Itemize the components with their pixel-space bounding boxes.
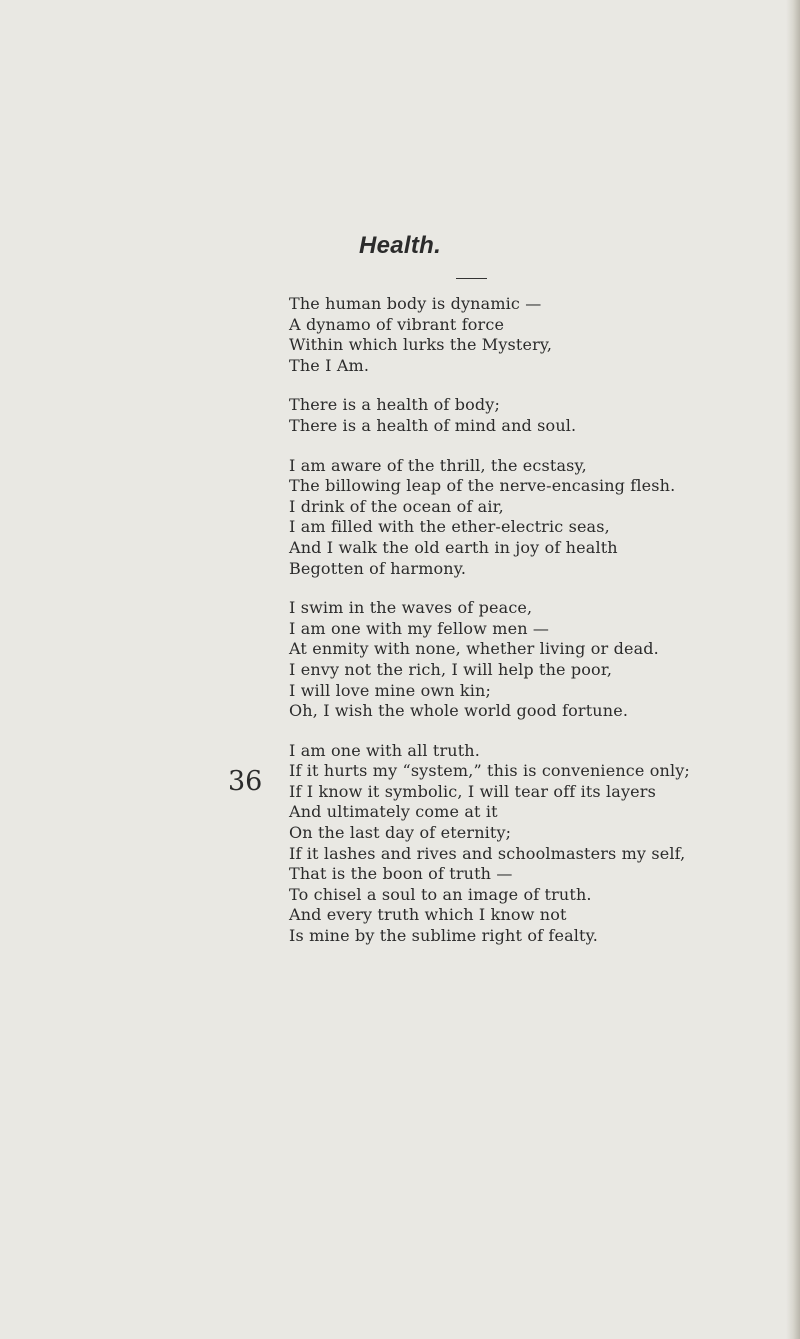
- poem-line: A dynamo of vibrant force: [289, 314, 505, 334]
- poem-line: I envy not the rich, I will help the poor,: [289, 659, 613, 679]
- poem-line: The billowing leap of the nerve-encasing flesh.: [289, 476, 676, 496]
- stanza-1: [289, 294, 789, 376]
- poem-line: On the last day of eternity;: [289, 823, 512, 843]
- poem-line: I am aware of the thrill, the ecstasy,: [289, 455, 587, 475]
- poem-line: If I know it symbolic, I will tear off its layers: [289, 781, 656, 801]
- poem-line: To chisel a soul to an image of truth.: [289, 884, 592, 904]
- poem-line: That is the boon of truth —: [289, 864, 513, 884]
- poem-line: There is a health of mind and soul.: [289, 415, 577, 435]
- poem-line: If it lashes and rives and schoolmasters my self,: [289, 843, 686, 863]
- page-number: 36: [228, 766, 263, 797]
- poem-line: And I walk the old earth in joy of health: [289, 537, 618, 557]
- stanza-5: [289, 741, 789, 947]
- poem-line: Oh, I wish the whole world good fortune.: [289, 701, 629, 721]
- poem-line: The I Am.: [289, 355, 370, 375]
- poem-line: I am one with all truth.: [289, 740, 480, 760]
- poem-title: Health.: [358, 232, 442, 259]
- poem-line: Within which lurks the Mystery,: [289, 335, 553, 355]
- poem-line: I am filled with the ether-electric seas,: [289, 517, 610, 537]
- stanza-3: [289, 456, 789, 580]
- poem-body: [289, 294, 789, 966]
- poem-line: I drink of the ocean of air,: [289, 496, 504, 516]
- poem-line: At enmity with none, whether living or dead.: [289, 639, 659, 659]
- poem-line: And every truth which I know not: [289, 905, 567, 925]
- title-rule: [456, 278, 487, 279]
- stanza-2: [289, 395, 789, 436]
- poem-line: If it hurts my “system,” this is convenience only;: [289, 761, 690, 781]
- poem-line: I swim in the waves of peace,: [289, 598, 533, 618]
- poem-line: Is mine by the sublime right of fealty.: [289, 926, 598, 946]
- stanza-4: [289, 598, 789, 722]
- poem-line: There is a health of body;: [289, 395, 501, 415]
- poem-line: I am one with my fellow men —: [289, 618, 550, 638]
- poem-line: The human body is dynamic —: [289, 294, 542, 313]
- poem-line: And ultimately come at it: [289, 802, 498, 822]
- poem-line: I will love mine own kin;: [289, 680, 492, 700]
- poem-line: Begotten of harmony.: [289, 558, 467, 578]
